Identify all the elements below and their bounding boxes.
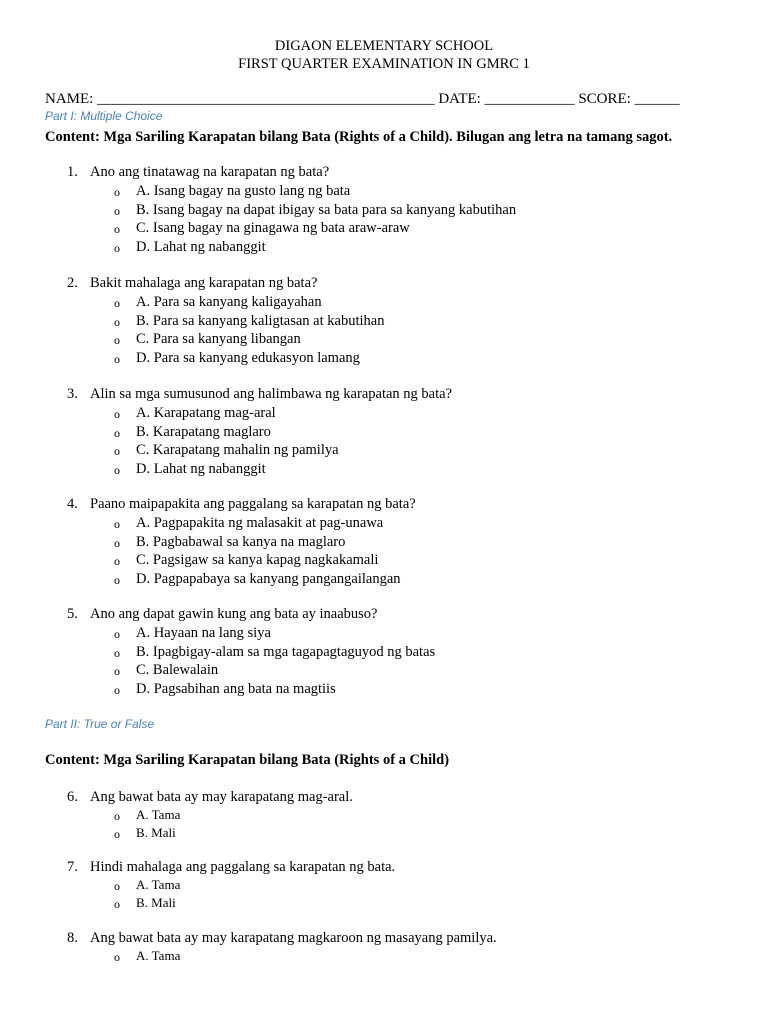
answer-option[interactable]: B. Ipagbigay-alam sa mga tagapagtaguyod ng batas bbox=[136, 643, 436, 660]
answer-option[interactable]: A. Tama bbox=[136, 877, 181, 892]
bullet-icon: o bbox=[114, 203, 120, 218]
answer-option[interactable]: B. Karapatang maglaro bbox=[136, 423, 271, 440]
bullet-icon: o bbox=[114, 645, 120, 660]
question-text: Paano maipapakita ang paggalang sa karapatan ng bata? bbox=[90, 496, 416, 512]
bullet-icon: o bbox=[114, 462, 120, 477]
answer-option[interactable]: A. Tama bbox=[136, 948, 181, 963]
bullet-icon: o bbox=[114, 240, 120, 255]
bullet-icon: o bbox=[114, 950, 120, 964]
answer-option[interactable]: C. Karapatang mahalin ng pamilya bbox=[136, 442, 339, 459]
answer-option[interactable]: C. Isang bagay na ginagawa ng bata araw-araw bbox=[136, 220, 410, 237]
answer-option[interactable]: C. Pagsigaw sa kanya kapag nagkakamali bbox=[136, 552, 379, 569]
student-info-line: NAME: _____________________________________________ DATE: ____________ SCORE: ______ bbox=[45, 91, 680, 107]
question-number: 7. bbox=[67, 859, 78, 875]
answer-option[interactable]: A. Isang bagay na gusto lang ng bata bbox=[136, 183, 351, 199]
answer-option[interactable]: A. Hayaan na lang siya bbox=[136, 625, 271, 641]
question-text: Ang bawat bata ay may karapatang magkaroon ng masayang pamilya. bbox=[90, 930, 497, 946]
bullet-icon: o bbox=[114, 809, 120, 823]
bullet-icon: o bbox=[114, 879, 120, 893]
answer-option[interactable]: D. Pagsabihan ang bata na magtiis bbox=[136, 680, 336, 697]
question-number: 3. bbox=[67, 386, 78, 402]
answer-option[interactable]: A. Karapatang mag-aral bbox=[136, 405, 276, 421]
answer-option[interactable]: A. Pagpapakita ng malasakit at pag-unawa bbox=[136, 515, 384, 531]
question-number: 5. bbox=[67, 606, 78, 622]
bullet-icon: o bbox=[114, 826, 120, 841]
bullet-icon: o bbox=[114, 627, 120, 641]
bullet-icon: o bbox=[114, 535, 120, 550]
bullet-icon: o bbox=[114, 185, 120, 199]
bullet-icon: o bbox=[114, 517, 120, 531]
question-text: Ano ang dapat gawin kung ang bata ay inaabuso? bbox=[90, 606, 378, 622]
bullet-icon: o bbox=[114, 444, 120, 459]
bullet-icon: o bbox=[114, 351, 120, 366]
question-text: Hindi mahalaga ang paggalang sa karapatan ng bata. bbox=[90, 859, 396, 875]
answer-option[interactable]: A. Tama bbox=[136, 807, 181, 822]
bullet-icon: o bbox=[114, 664, 120, 679]
bullet-icon: o bbox=[114, 896, 120, 911]
bullet-icon: o bbox=[114, 682, 120, 697]
question-number: 8. bbox=[67, 930, 78, 946]
bullet-icon: o bbox=[114, 407, 120, 421]
exam-title: FIRST QUARTER EXAMINATION IN GMRC 1 bbox=[238, 56, 530, 72]
question-text: Ano ang tinatawag na karapatan ng bata? bbox=[90, 164, 330, 180]
bullet-icon: o bbox=[114, 296, 120, 310]
answer-option[interactable]: A. Para sa kanyang kaligayahan bbox=[136, 294, 322, 310]
part-2-content: Content: Mga Sariling Karapatan bilang Bata (Rights of a Child) bbox=[45, 752, 450, 768]
bullet-icon: o bbox=[114, 554, 120, 569]
part-1-label: Part I: Multiple Choice bbox=[45, 109, 163, 123]
answer-option[interactable]: C. Para sa kanyang libangan bbox=[136, 331, 301, 348]
answer-option[interactable]: C. Balewalain bbox=[136, 662, 219, 679]
answer-option[interactable]: B. Pagbabawal sa kanya na maglaro bbox=[136, 533, 346, 550]
question-text: Bakit mahalaga ang karapatan ng bata? bbox=[90, 275, 318, 291]
answer-option[interactable]: D. Lahat ng nabanggit bbox=[136, 460, 266, 477]
answer-option[interactable]: B. Mali bbox=[136, 824, 176, 840]
answer-option[interactable]: D. Para sa kanyang edukasyon lamang bbox=[136, 349, 360, 366]
bullet-icon: o bbox=[114, 425, 120, 440]
question-number: 4. bbox=[67, 496, 78, 512]
school-name: DIGAON ELEMENTARY SCHOOL bbox=[274, 38, 494, 54]
bullet-icon: o bbox=[114, 333, 120, 348]
question-text: Ang bawat bata ay may karapatang mag-aral. bbox=[90, 789, 353, 805]
answer-option[interactable]: B. Isang bagay na dapat ibigay sa bata para sa kanyang kabutihan bbox=[136, 201, 517, 218]
answer-option[interactable]: D. Pagpapabaya sa kanyang pangangailangan bbox=[136, 570, 401, 587]
bullet-icon: o bbox=[114, 314, 120, 329]
answer-option[interactable]: B. Para sa kanyang kaligtasan at kabutihan bbox=[136, 312, 385, 329]
question-number: 6. bbox=[67, 789, 78, 805]
answer-option[interactable]: D. Lahat ng nabanggit bbox=[136, 238, 266, 255]
bullet-icon: o bbox=[114, 572, 120, 587]
question-number: 1. bbox=[67, 164, 78, 180]
part-1-content: Content: Mga Sariling Karapatan bilang Bata (Rights of a Child). Bilugan ang letra na tamang sagot. bbox=[45, 129, 673, 145]
part-2-label: Part II: True or False bbox=[45, 717, 155, 731]
bullet-icon: o bbox=[114, 222, 120, 237]
answer-option[interactable]: B. Mali bbox=[136, 894, 176, 910]
question-text: Alin sa mga sumusunod ang halimbawa ng karapatan ng bata? bbox=[90, 386, 452, 402]
question-number: 2. bbox=[67, 275, 78, 291]
